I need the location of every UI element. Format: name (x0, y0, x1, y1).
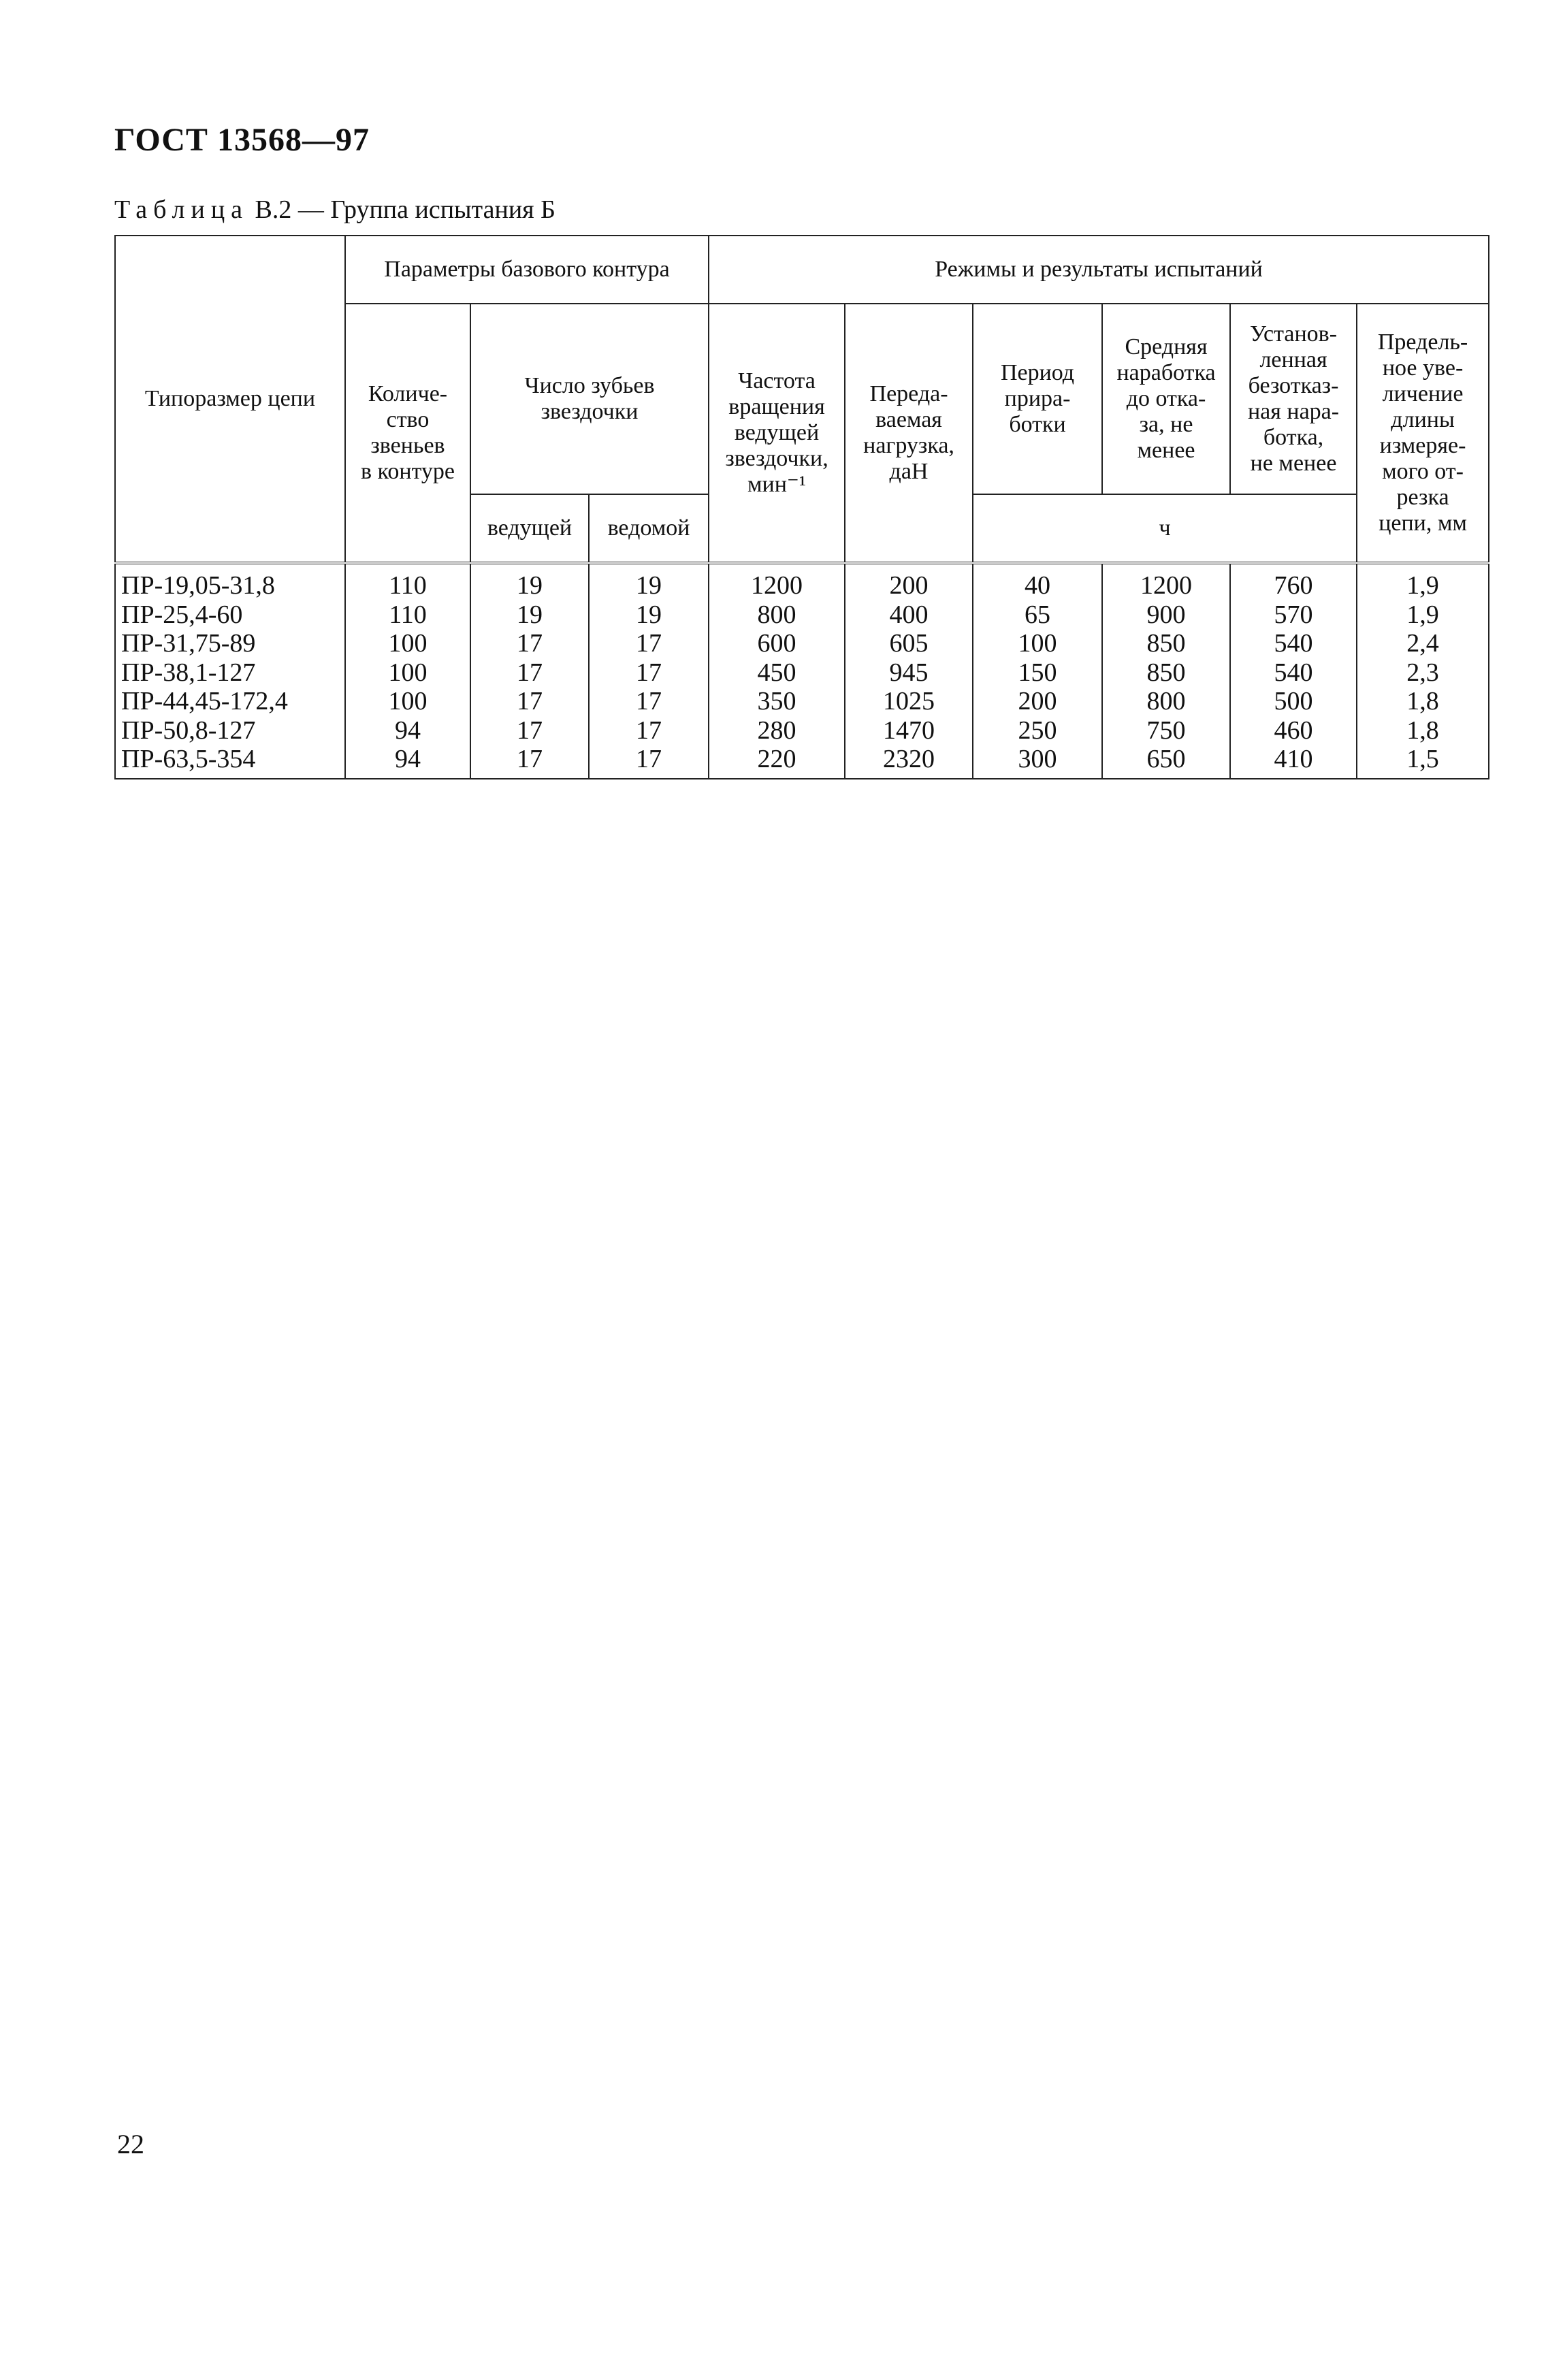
table-cell: 1025 (845, 687, 973, 716)
table-cell: 1200 (1102, 563, 1230, 600)
table-cell: 2,4 (1357, 629, 1489, 658)
header-test-modes: Режимы и результаты испытаний (709, 236, 1489, 304)
table-cell: 540 (1230, 658, 1357, 688)
header-teeth-count: Число зубьев звездочки (470, 304, 709, 494)
table-cell: 17 (470, 658, 589, 688)
table-row (115, 658, 1489, 688)
table-cell: 94 (345, 716, 470, 745)
table-cell: 100 (345, 629, 470, 658)
table-cell: 150 (973, 658, 1102, 688)
table-cell: 100 (973, 629, 1102, 658)
header-base-contour: Параметры базового контура (345, 236, 709, 304)
table-row (115, 687, 1489, 716)
table-cell: 17 (589, 629, 709, 658)
table-cell: 110 (345, 563, 470, 600)
table-cell: 1470 (845, 716, 973, 745)
table-cell: 2,3 (1357, 658, 1489, 688)
test-group-table (114, 235, 1489, 779)
table-body (115, 563, 1489, 779)
chain-type-cell: ПР-25,4-60 (115, 600, 345, 630)
chain-type-cell: ПР-44,45-172,4 (115, 687, 345, 716)
page-number: 22 (117, 2129, 144, 2159)
table-cell: 605 (845, 629, 973, 658)
table-cell: 600 (709, 629, 845, 658)
table-cell: 17 (589, 716, 709, 745)
table-cell: 1,9 (1357, 600, 1489, 630)
table-row (115, 745, 1489, 779)
table-cell: 800 (709, 600, 845, 630)
table-cell: 1,8 (1357, 716, 1489, 745)
table-cell: 300 (973, 745, 1102, 779)
table-cell: 760 (1230, 563, 1357, 600)
header-driving: ведущей (470, 494, 589, 563)
header-elongation: Предель- ное уве- личение длины измеряе- мого от- резка цепи, мм (1357, 304, 1489, 563)
chain-type-cell: ПР-19,05-31,8 (115, 563, 345, 600)
table-cell: 19 (470, 600, 589, 630)
table-cell: 280 (709, 716, 845, 745)
table-cell: 1,9 (1357, 563, 1489, 600)
table-cell: 410 (1230, 745, 1357, 779)
table-cell: 450 (709, 658, 845, 688)
document-header: ГОСТ 13568—97 (114, 122, 370, 158)
table-caption-word: Таблица (114, 195, 249, 224)
table-row (115, 600, 1489, 630)
table-cell: 220 (709, 745, 845, 779)
header-chain-type: Типоразмер цепи (115, 236, 345, 563)
table-cell: 850 (1102, 658, 1230, 688)
header-run-in-period: Период прира- ботки (973, 304, 1102, 494)
table-container (114, 235, 1488, 779)
table-cell: 850 (1102, 629, 1230, 658)
header-mean-time-to-failure: Средняя наработка до отка- за, не менее (1102, 304, 1230, 494)
header-unit-hours: ч (973, 494, 1357, 563)
table-cell: 1,5 (1357, 745, 1489, 779)
table-cell: 350 (709, 687, 845, 716)
header-driven: ведомой (589, 494, 709, 563)
table-cell: 100 (345, 658, 470, 688)
table-row (115, 563, 1489, 600)
table-cell: 460 (1230, 716, 1357, 745)
table-caption-title: В.2 — Группа испытания Б (255, 195, 555, 224)
table-cell: 900 (1102, 600, 1230, 630)
table-cell: 100 (345, 687, 470, 716)
table-cell: 19 (470, 563, 589, 600)
table-cell: 17 (589, 687, 709, 716)
table-cell: 750 (1102, 716, 1230, 745)
table-row (115, 716, 1489, 745)
table-cell: 19 (589, 563, 709, 600)
table-row (115, 629, 1489, 658)
header-link-count: Количе- ство звеньев в контуре (345, 304, 470, 563)
table-cell: 110 (345, 600, 470, 630)
table-cell: 400 (845, 600, 973, 630)
chain-type-cell: ПР-38,1-127 (115, 658, 345, 688)
table-cell: 800 (1102, 687, 1230, 716)
table-cell: 200 (973, 687, 1102, 716)
table-cell: 19 (589, 600, 709, 630)
header-rotation-frequency: Частота вращения ведущей звездочки, мин⁻¹ (709, 304, 845, 563)
table-cell: 2320 (845, 745, 973, 779)
table-cell: 250 (973, 716, 1102, 745)
table-cell: 17 (470, 745, 589, 779)
table-cell: 94 (345, 745, 470, 779)
table-cell: 1200 (709, 563, 845, 600)
table-cell: 17 (589, 658, 709, 688)
table-cell: 17 (470, 629, 589, 658)
table-cell: 200 (845, 563, 973, 600)
table-cell: 1,8 (1357, 687, 1489, 716)
chain-type-cell: ПР-63,5-354 (115, 745, 345, 779)
table-cell: 945 (845, 658, 973, 688)
table-cell: 540 (1230, 629, 1357, 658)
header-failure-free-time: Установ- ленная безотказ- ная нара- ботка, не менее (1230, 304, 1357, 494)
chain-type-cell: ПР-50,8-127 (115, 716, 345, 745)
table-cell: 500 (1230, 687, 1357, 716)
table-cell: 650 (1102, 745, 1230, 779)
table-cell: 65 (973, 600, 1102, 630)
table-caption (114, 195, 555, 225)
table-cell: 570 (1230, 600, 1357, 630)
table-cell: 17 (589, 745, 709, 779)
table-cell: 40 (973, 563, 1102, 600)
header-load: Переда- ваемая нагрузка, даН (845, 304, 973, 563)
table-cell: 17 (470, 716, 589, 745)
chain-type-cell: ПР-31,75-89 (115, 629, 345, 658)
table-cell: 17 (470, 687, 589, 716)
